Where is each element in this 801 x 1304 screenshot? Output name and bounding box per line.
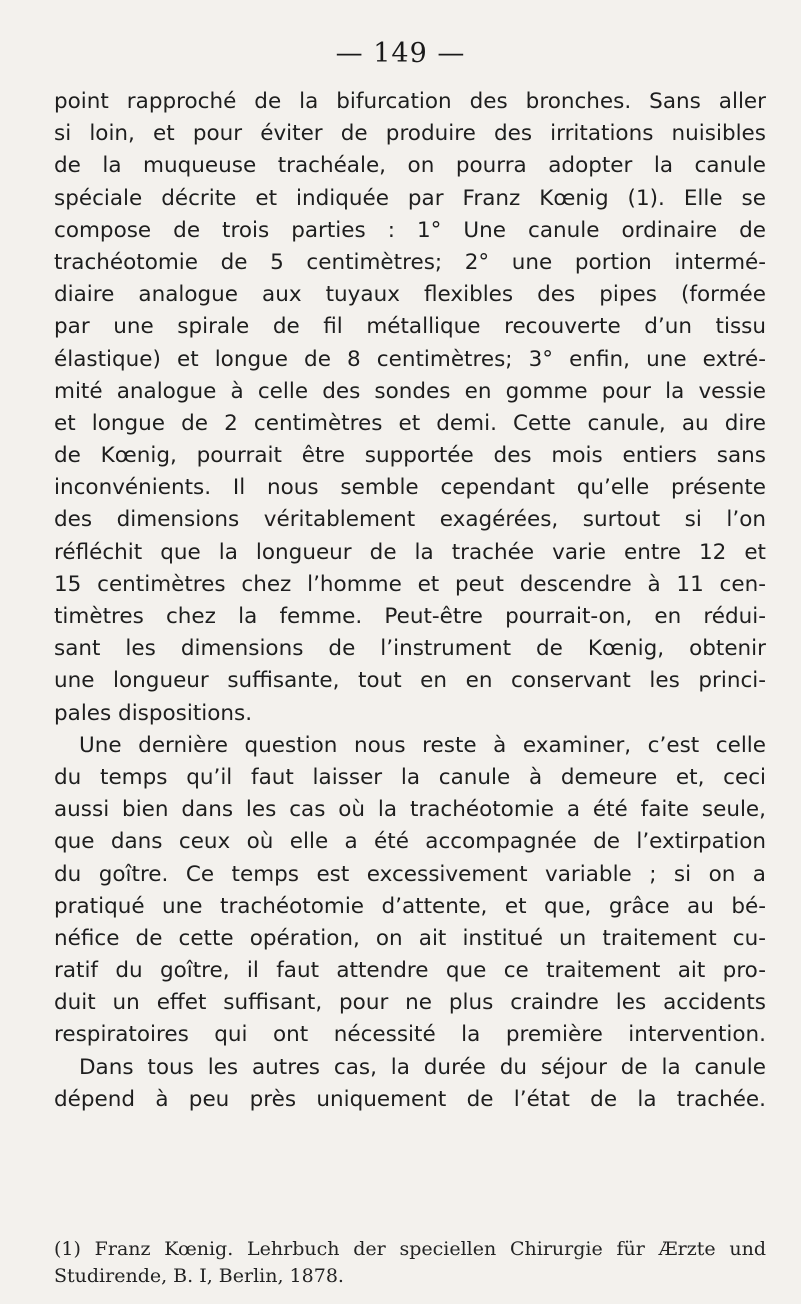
text-line: que dans ceux où elle a été accompagnée de l’extirpation [54, 829, 766, 855]
text-line: élastique) et longue de 8 centimètres; 3° enfin, une extré- [54, 346, 766, 372]
text-line: diaire analogue aux tuyaux flexibles des pipes (formée [54, 282, 766, 308]
paragraph-end-line: respiratoires qui ont nécessité la première intervention. [54, 1022, 766, 1048]
footnote [54, 1236, 766, 1290]
footnote-line: Studirende, B. I, Berlin, 1878. [54, 1265, 344, 1287]
page-number: — 149 — [335, 38, 466, 69]
text-line: des dimensions véritablement exagérées, surtout si l’on [54, 507, 766, 533]
paragraph-start-line: Une dernière question nous reste à examiner, c’est celle [79, 732, 766, 758]
text-line: du temps qu’il faut laisser la canule à demeure et, ceci [54, 764, 766, 790]
text-line: 15 centimètres chez l’homme et peut descendre à 11 cen- [54, 571, 766, 597]
text-line: du goître. Ce temps est excessivement variable ; si on a [54, 861, 766, 887]
text-line: point rapproché de la bifurcation des bronches. Sans aller [54, 89, 766, 114]
footnote-line: (1) Franz Kœnig. Lehrbuch der speciellen Chirurgie für Ærzte und [54, 1238, 766, 1260]
text-line: timètres chez la femme. Peut-être pourrait-on, en rédui- [54, 604, 766, 629]
paragraph-end-line: pales dispositions. [54, 700, 253, 726]
text-line: une longueur suffisante, tout en en conservant les princi- [54, 668, 766, 694]
paragraph-start-line: Dans tous les autres cas, la durée du séjour de la canule [79, 1054, 766, 1080]
body-text [54, 86, 766, 1116]
text-line: dépend à peu près uniquement de l’état de la trachée. [54, 1086, 766, 1112]
text-line: néfice de cette opération, on ait institué un traitement cu- [54, 925, 766, 951]
text-line: de Kœnig, pourrait être supportée des mois entiers sans [54, 443, 766, 469]
text-line: réfléchit que la longueur de la trachée varie entre 12 et [54, 539, 766, 565]
text-line: duit un effet suffisant, pour ne plus craindre les accidents [54, 990, 766, 1016]
text-line: ratif du goître, il faut attendre que ce traitement ait pro- [54, 958, 766, 984]
text-line: trachéotomie de 5 centimètres; 2° une portion intermé- [54, 249, 766, 275]
text-line: et longue de 2 centimètres et demi. Cette canule, au dire [54, 410, 766, 436]
text-line: spéciale décrite et indiquée par Franz Kœnig (1). Elle se [54, 185, 766, 211]
text-line: compose de trois parties : 1° Une canule ordinaire de [54, 217, 766, 243]
text-line: si loin, et pour éviter de produire des irritations nuisibles [54, 121, 766, 147]
text-line: aussi bien dans les cas où la trachéotomie a été faite seule, [54, 797, 766, 823]
text-line: inconvénients. Il nous semble cependant qu’elle présente [54, 475, 766, 501]
text-line: sant les dimensions de l’instrument de Kœnig, obtenir [54, 636, 766, 662]
text-line: pratiqué une trachéotomie d’attente, et que, grâce au bé- [54, 893, 766, 919]
text-line: par une spirale de fil métallique recouverte d’un tissu [54, 314, 766, 340]
text-line: mité analogue à celle des sondes en gomme pour la vessie [54, 378, 766, 404]
text-line: de la muqueuse trachéale, on pourra adopter la canule [54, 153, 766, 179]
